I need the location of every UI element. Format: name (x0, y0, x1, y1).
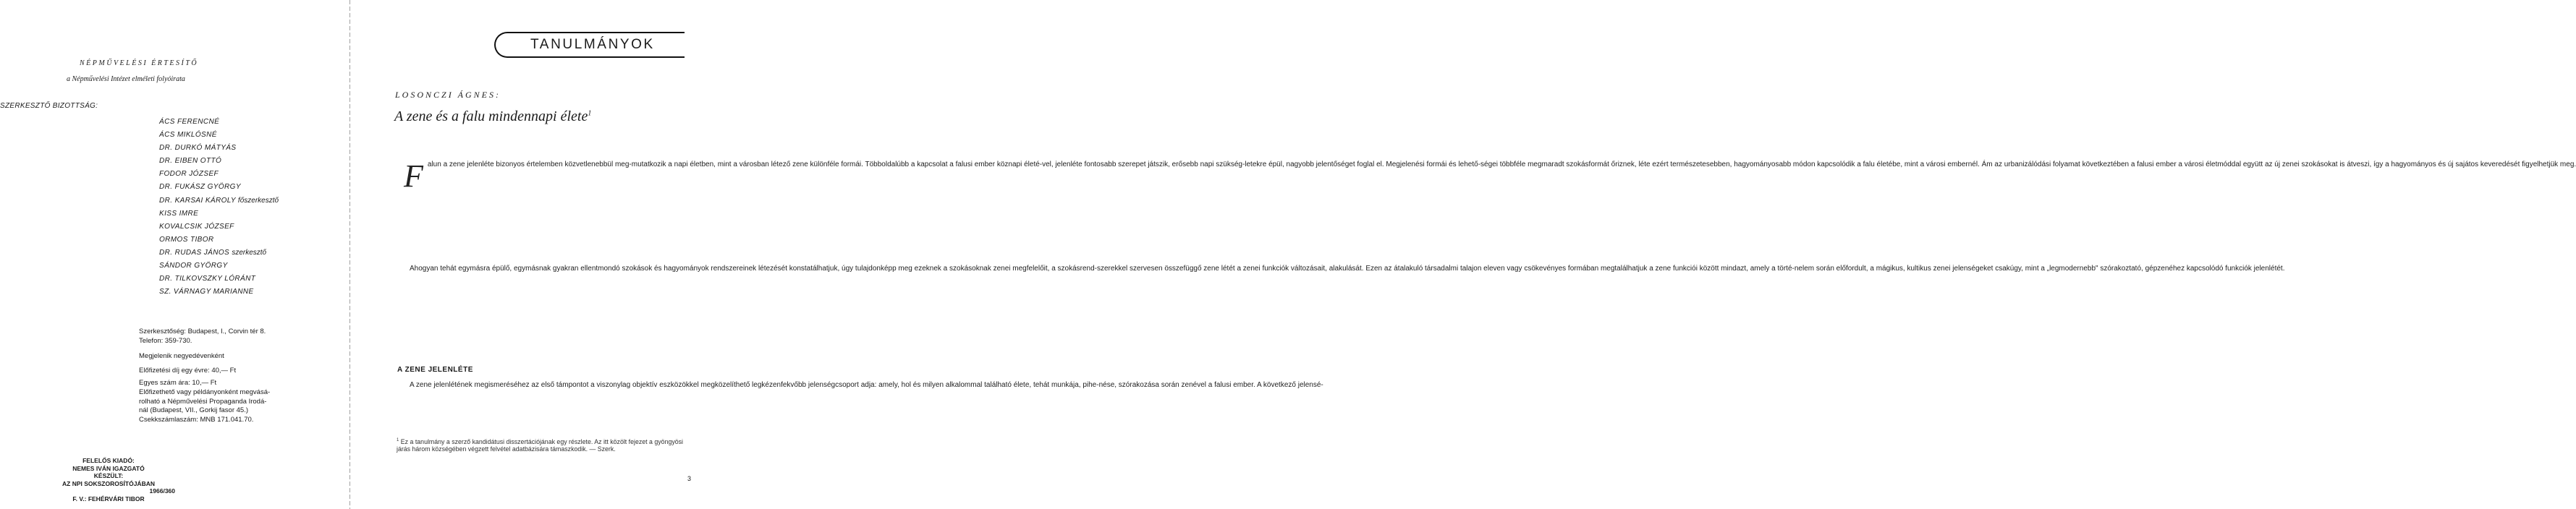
footnote-mark: 1 (397, 438, 399, 442)
drop-cap: F (404, 158, 423, 194)
board-member: SÁNDOR GYÖRGY (159, 262, 228, 270)
section-label: TANULMÁNYOK (530, 37, 655, 52)
single-issue-price: Egyes szám ára: 10,— Ft (139, 378, 217, 387)
board-member: ÁCS MIKLÓSNÉ (159, 131, 217, 140)
article-title: A zene és a falu mindennapi élete$^1$ (394, 108, 592, 124)
contact-info (139, 328, 266, 346)
board-member-role: szerkesztő (232, 248, 267, 257)
board-member: ÁCS FERENCNÉ (159, 118, 220, 126)
board-member: ORMOS TIBOR (159, 235, 214, 244)
second-paragraph: Ahogyan tehát egymásra épülő, egymásnak gyakran ellentmondó szokások és hagyományok rendszereinek létezését konstatálhatjuk, úgy tulajdonképp meg ezeknek a szokásoknak zenei megfelelőit, a szokásrend-szerekkel szervesen összefüggő zene létét a zenei funkciók változásait, alakulását. Ezen az átalakuló társadalmi talajon eleven vagy csökevényes formában megtalálhatjuk a zene funkciói között mindazt, amely a törté-nelem során előfordult, a mágikus, kultikus zenei jelenségeket csakúgy, mint a „legmodernebb" szórakoztató, gépzenéhez kapcsolódó funkciók jelenlétét. (410, 265, 2285, 273)
board-member-role: főszerkesztő (237, 196, 279, 205)
title-footnote-mark: 1 (588, 109, 592, 118)
page-number: 3 (687, 475, 692, 482)
editorial-board-list (159, 116, 279, 299)
bank-account: Csekkszámlaszám: MNB 171.041.70. (139, 415, 254, 424)
third-paragraph: A zene jelenlétének megismeréséhez az első támpontot a viszonylag objektív eszközökkel megközelíthető legkézenfekvőbb jelenségcsoport adja: amely, hol és milyen alkalommal található élete, tehát munkája, pihe-nése, szórakozása során zenével a falusi ember. A következő jelensé- (410, 381, 1323, 389)
intro-paragraph: Falun a zene jelenléte bizonyos értelemben közvetlenebbül meg-mutatkozik a napi életben, mint a városban létező zene különféle formái. Többoldalúbb a kapcsolat a falusi ember köznapi életé-vel, jelenléte fontosabb szerepet játszik, erősebb napi szükség-letekre épül, nagyobb jelentőséget foglal el. Megjelenési formái és lehető-ségei többféle megmaradt szokásformát őriznek, léte ezért természetesebben, hagyományosabb módon kapcsolódik a falu életébe, mint a városi embernél. Ám az urbanizálódási folyamat következtében a falusi ember a városi életmóddal együtt az új zenei szokásokat is átveszi, így a hagyományos és új sajátos keveredését figyelhetjük meg. (404, 158, 2576, 194)
board-member: DR. FUKÁSZ GYÖRGY (159, 183, 241, 192)
board-member: DR. TILKOVSZKY LÓRÁNT (159, 275, 256, 283)
section-subheading: A ZENE JELENLÉTE (397, 366, 473, 374)
editorial-office-address: Szerkesztőség: Budapest, I., Corvin tér 8. (139, 328, 266, 335)
colophon: FELELŐS KIADÓ: NEMES IVÁN IGAZGATÓ KÉSZÜLT: AZ NPI SOKSZOROSÍTÓJÁBAN 1966/360 F. V.: FEHÉRVÁRI TIBOR (62, 457, 175, 502)
masthead-title: NÉPMŰVELÉSI ÉRTESÍTŐ (80, 59, 199, 67)
page-gutter-divider (349, 0, 350, 509)
board-member: SZ. VÁRNAGY MARIANNE (159, 288, 254, 296)
section-tab (494, 32, 685, 58)
board-member: KISS IMRE (159, 209, 199, 218)
editorial-board-heading: SZERKESZTŐ BIZOTTSÁG: (0, 102, 98, 110)
frequency-note: Megjelenik negyedévenként (139, 352, 224, 360)
board-member: DR. DURKÓ MÁTYÁS (159, 144, 237, 153)
masthead-subtitle: a Népművelési Intézet elméleti folyóirata (67, 75, 185, 83)
board-member: DR. KARSAI KÁROLY főszerkesztő (159, 196, 279, 205)
board-member: FODOR JÓZSEF (159, 170, 219, 179)
purchase-info: Előfizethető vagy példányonként megvásá- rolható a Népművelési Propaganda Irodá- nál (Budapest, VII., Gorkij fasor 45.) Csekkszámlaszám: MNB 171.041.70. (139, 388, 271, 424)
article-author: LOSONCZI ÁGNES: (395, 90, 501, 100)
pricing-info (139, 367, 236, 388)
board-member: DR. RUDAS JÁNOS szerkesztő (159, 248, 267, 257)
phone-number: Telefon: 359-730. (139, 336, 192, 345)
footnote: $^1$ Ez a tanulmány a szerző kandidátusi disszertációjának egy részlete. Az itt közölt fejezet a gyöngyösi járás három községében végzett felvétel adatbázisára támaszkodik. — Szerk. (397, 437, 683, 453)
board-member: DR. EIBEN OTTÓ (159, 157, 222, 166)
subscription-price: Előfizetési díj egy évre: 40,— Ft (139, 367, 237, 375)
board-member: KOVALCSIK JÓZSEF (159, 222, 234, 231)
